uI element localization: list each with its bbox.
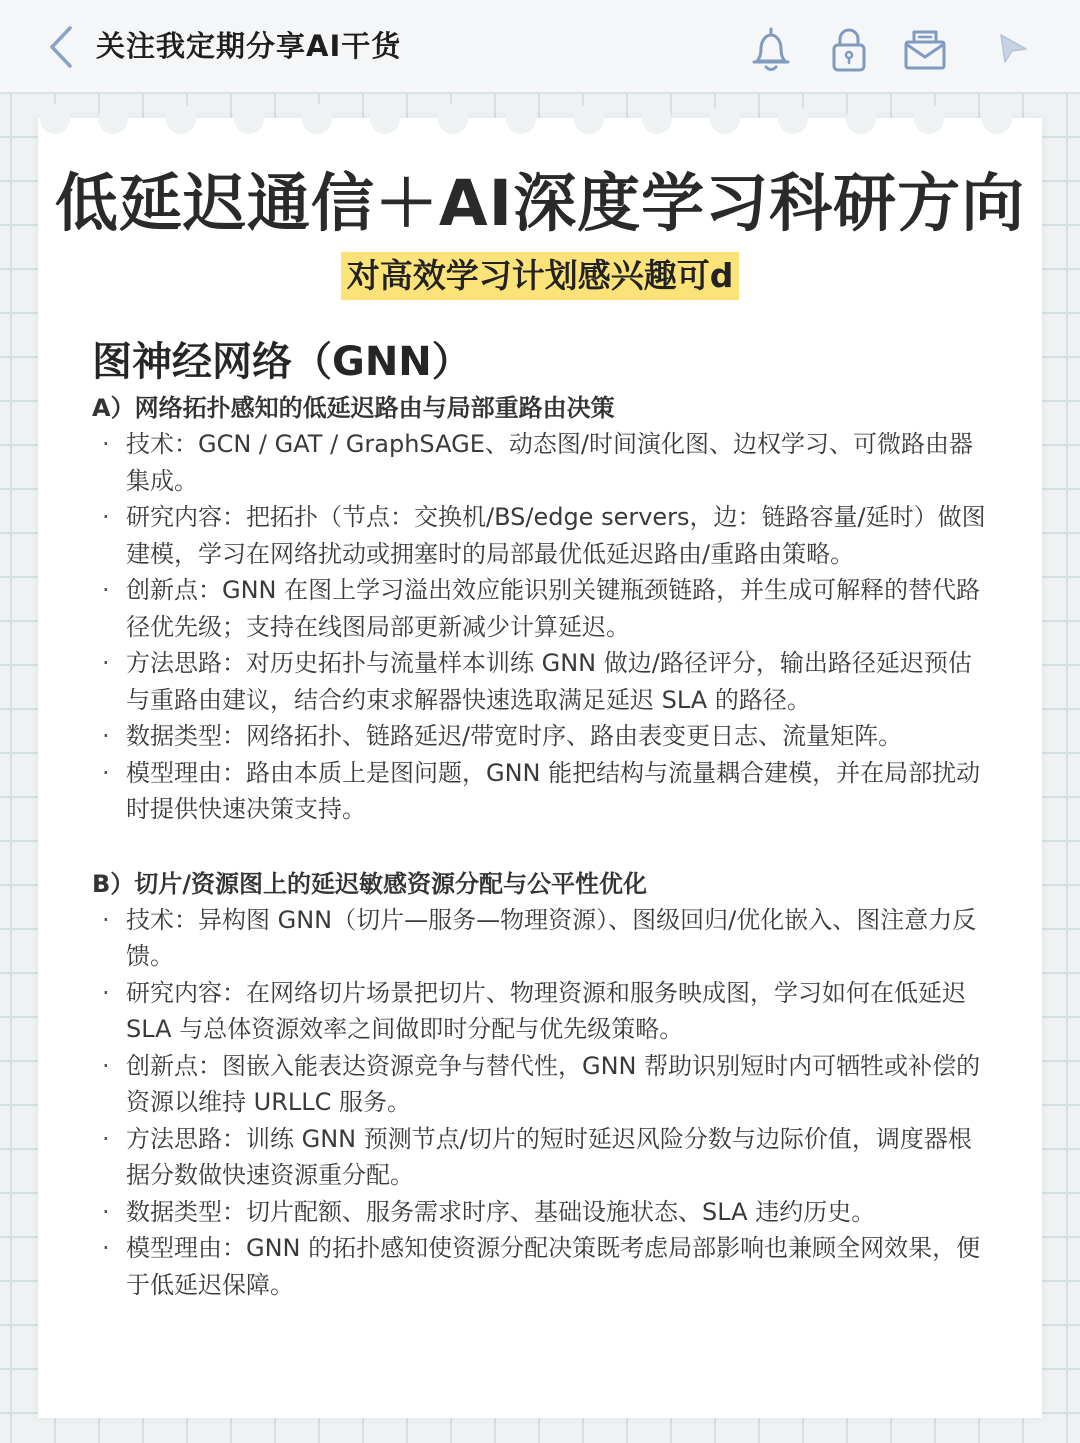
list-item: · 方法思路：对历史拓扑与流量样本训练 GNN 做边/路径评分，输出路径延迟预估与重路由建议，结合约束求解器快速选取满足延迟 SLA 的路径。 (102, 649, 972, 714)
page-title: 低延迟通信＋AI深度学习科研方向 (54, 167, 1026, 240)
list-item: · 技术：GCN / GAT / GraphSAGE、动态图/时间演化图、边权学习、可微路由器集成。 (102, 430, 973, 495)
list-item: · 技术：异构图 GNN（切片—服务—物理资源）、图级回归/优化嵌入、图注意力反馈。 (102, 905, 977, 970)
mail-icon (902, 24, 948, 74)
back-button[interactable] (44, 22, 80, 72)
list-item: · 创新点：图嵌入能表达资源竞争与替代性，GNN 帮助识别短时内可牺牲或补偿的资源以维持 URLLC 服务。 (102, 1051, 981, 1116)
account-title: 关注我定期分享AI干货 (96, 29, 402, 63)
subsection-heading-b: B）切片/资源图上的延迟敏感资源分配与公平性优化 (92, 869, 648, 898)
list-item: · 研究内容：在网络切片场景把切片、物理资源和服务映成图，学习如何在低延迟 SLA 与总体资源效率之间做即时分配与优先级策略。 (102, 978, 966, 1043)
list-item: · 数据类型：切片配额、服务需求时序、基础设施状态、SLA 违约历史。 (102, 1197, 876, 1226)
list-item: · 创新点：GNN 在图上学习溢出效应能识别关键瓶颈链路，并生成可解释的替代路径优先级；支持在线图局部更新减少计算延迟。 (102, 576, 981, 641)
section-title: 图神经网络（GNN） (92, 339, 472, 385)
binder-holes (38, 118, 1042, 140)
top-bar (0, 0, 1080, 93)
list-item: · 研究内容：把拓扑（节点：交换机/BS/edge servers，边：链路容量/延时）做图建模，学习在网络扰动或拥塞时的局部最优低延迟路由/重路由策略。 (102, 503, 986, 568)
subsection-b-list (92, 902, 992, 1304)
share-button[interactable] (992, 24, 1032, 74)
note-paper (38, 118, 1042, 1418)
bell-button[interactable] (748, 24, 794, 74)
lock-button[interactable] (826, 24, 872, 74)
list-item: · 数据类型：网络拓扑、链路延迟/带宽时序、路由表变更日志、流量矩阵。 (102, 722, 903, 750)
bell-icon (748, 24, 794, 74)
subsection-a-list (92, 426, 992, 828)
back-chevron-icon (44, 22, 80, 72)
highlighted-subtitle: 对高效学习计划感兴趣可d (341, 252, 740, 300)
article-body (92, 336, 992, 1303)
mail-button[interactable] (902, 24, 948, 74)
lock-icon (826, 24, 872, 74)
list-item: · 模型理由：路由本质上是图问题，GNN 能把结构与流量耦合建模，并在局部扰动时提供快速决策支持。 (102, 758, 981, 823)
list-item: · 方法思路：训练 GNN 预测节点/切片的短时延迟风险分数与边际价值，调度器根据分数做快速资源重分配。 (102, 1124, 972, 1189)
list-item: · 模型理由：GNN 的拓扑感知使资源分配决策既考虑局部影响也兼顾全网效果，便于低延迟保障。 (102, 1234, 981, 1299)
subsection-heading-a: A）网络拓扑感知的低延迟路由与局部重路由决策 (92, 394, 615, 422)
share-arrow-icon (992, 24, 1032, 74)
